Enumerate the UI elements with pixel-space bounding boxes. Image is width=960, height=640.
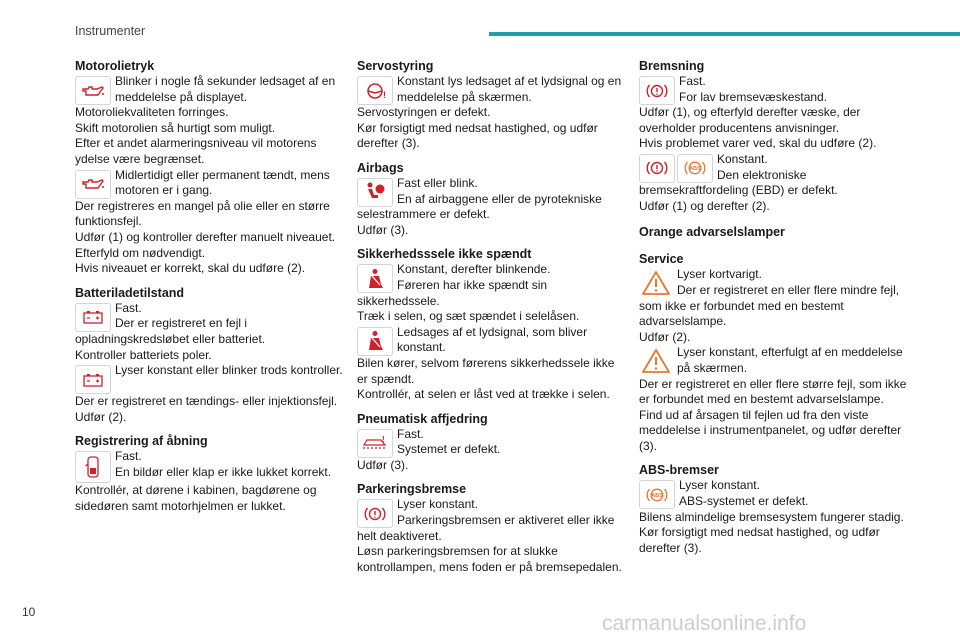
suspension-text-1: Fast.: [397, 426, 424, 441]
suspension-text-2: Systemet er defekt.: [397, 442, 501, 457]
watermark: carmanualsonline.info: [602, 612, 807, 635]
section-title: Parkeringsbremse: [357, 482, 467, 497]
parking-text-3: Løsn parkeringsbremsen for at slukke kontrollampen, mens foden er på bremsepedalen.: [357, 544, 622, 574]
steering-text-3: Kør forsigtigt med nedsat hastighed, og udfør derefter (3).: [357, 120, 598, 151]
braking-text-4: Hvis problemet varer ved, skal du udføre (2).: [639, 136, 877, 151]
abs-icon-label: ABS: [689, 166, 701, 173]
battery-text-1: Fast.: [115, 300, 142, 315]
seatbelt-text-5: Bilen kører, selvom førerens sikkerhedssele ikke er spændt.: [357, 355, 615, 386]
battery-text-5: Der er registreret en tændings- eller injektionsfejl.: [75, 394, 338, 409]
oil-can-icon: [75, 170, 111, 199]
section-title: Service: [639, 252, 684, 267]
section-title: Pneumatisk affjedring: [357, 411, 488, 426]
section-abs: [639, 462, 907, 556]
service-text-5: Der er registreret en eller flere større fejl, som ikke er forbundet med en bestemt advarselslampe.: [639, 376, 907, 407]
section-seatbelt: [357, 246, 625, 402]
service-text-3: Udfør (2).: [639, 329, 691, 344]
brake-warning-icon: [357, 499, 393, 528]
abs-text-1: Lyser konstant.: [679, 478, 760, 493]
airbags-text-2: En af airbaggene eller de pyrotekniske selestrammere er defekt.: [357, 191, 602, 222]
car-door-open-icon: [75, 451, 111, 483]
oil-text-2: Motoroliekvaliteten forringes.: [75, 105, 229, 120]
braking-text-7: Udfør (1) og derefter (2).: [639, 198, 770, 213]
door-text-3: Kontrollér, at dørene i kabinen, bagdørene og sidedøren samt motorhjelmen er lukket.: [75, 483, 317, 513]
battery-text-2: Der er registreret en fejl i opladningskredsløbet eller batteriet.: [75, 316, 266, 346]
door-text-2: En bildør eller klap er ikke lukket korrekt.: [115, 464, 332, 479]
steering-wheel-warning-icon: [357, 76, 393, 105]
airbag-icon: [357, 178, 393, 207]
oil-text-5: Midlertidigt eller permanent tændt, mens motoren er i gang.: [115, 167, 330, 198]
section-airbags: [357, 160, 625, 238]
air-suspension-icon: [357, 429, 393, 458]
section-service: [639, 251, 907, 454]
page-number: 10: [22, 605, 36, 619]
column-2: [357, 58, 625, 575]
seatbelt-icon: [357, 327, 393, 356]
brake-warning-icon: [639, 76, 675, 105]
section-title: Registrering af åbning: [75, 434, 208, 449]
seatbelt-text-1: Konstant, derefter blinkende.: [397, 262, 551, 277]
abs-text-3: Bilens almindelige bremsesystem fungerer stadig.: [639, 509, 904, 524]
braking-text-2: For lav bremsevæskestand.: [679, 89, 828, 104]
braking-text-3: Udfør (1), og efterfyld derefter væske, der overholder producentens anvisninger.: [639, 105, 861, 135]
svg-text:!: !: [382, 435, 385, 445]
seatbelt-text-3: Træk i selen, og sæt spændet i selelåsen.: [357, 309, 580, 324]
service-text-1: Lyser kortvarigt.: [677, 267, 762, 282]
abs-icon: [639, 480, 675, 509]
oil-text-7: Udfør (1) og kontroller derefter manuelt niveauet. Efterfyld om nødvendigt.: [75, 229, 336, 260]
section-title: Motorolietryk: [75, 59, 155, 73]
orange-warning-lamps-heading: Orange advarselslamper: [639, 225, 785, 240]
battery-text-4: Lyser konstant eller blinker trods kontroller.: [115, 363, 343, 378]
service-text-2: Der er registreret en eller flere mindre fejl, som ikke er forbundet med en bestemt advarselslampe.: [639, 282, 900, 329]
column-3: [639, 58, 907, 556]
page-header-title: Instrumenter: [75, 24, 146, 38]
oil-text-8: Hvis niveauet er korrekt, skal du udføre (2).: [75, 261, 306, 276]
section-title: Sikkerhedsssele ikke spændt: [357, 247, 532, 262]
seatbelt-icon: [357, 264, 393, 293]
battery-icon: [75, 365, 111, 394]
suspension-text-3: Udfør (3).: [357, 457, 409, 472]
header-accent-bar: [489, 32, 960, 36]
parking-text-1: Lyser konstant.: [397, 497, 478, 512]
steering-text-2: Servostyringen er defekt.: [357, 105, 491, 120]
section-braking: [639, 58, 907, 214]
parking-text-2: Parkeringsbremsen er aktiveret eller ikke helt deaktiveret.: [357, 513, 615, 543]
section-title: Batteriladetilstand: [75, 285, 185, 300]
section-parking-brake: [357, 481, 625, 575]
service-text-4: Lyser konstant, efterfulgt af en meddelelse på skærmen.: [677, 345, 903, 375]
steering-text-1: Konstant lys ledsaget af et lydsignal og en meddelelse på skærmen.: [397, 74, 622, 104]
section-power-steering: [357, 58, 625, 152]
seatbelt-text-6: Kontrollér, at selen er låst ved at trække i selen.: [357, 387, 610, 402]
svg-text:!: !: [383, 89, 386, 100]
section-battery: [75, 285, 343, 426]
seatbelt-text-4: Ledsages af et lydsignal, som bliver konstant.: [397, 324, 588, 355]
warning-triangle-icon: [639, 269, 673, 296]
oil-text-6: Der registreres en mangel på olie eller en større funktionsfejl.: [75, 198, 330, 229]
service-text-6: Find ud af årsagen til fejlen ud fra den viste meddelelse i instrumentpanelet, og udfør derefter (3).: [639, 407, 902, 453]
abs-icon: [677, 154, 713, 183]
brake-warning-icon: [639, 154, 675, 183]
section-air-suspension: [357, 411, 625, 474]
section-title: Airbags: [357, 160, 404, 175]
section-title: ABS-bremser: [639, 463, 719, 478]
airbags-text-3: Udfør (3).: [357, 222, 409, 237]
battery-text-6: Udfør (2).: [75, 409, 127, 424]
abs-text-2: ABS-systemet er defekt.: [679, 494, 809, 509]
section-title: Servostyring: [357, 59, 434, 73]
abs-icon-label: ABS: [651, 492, 663, 499]
oil-text-4: Efter et andet alarmeringsniveau vil motorens ydelse være begrænset.: [75, 136, 317, 166]
section-title: Bremsning: [639, 59, 705, 73]
braking-text-5: Konstant.: [717, 151, 768, 166]
door-text-1: Fast.: [115, 449, 142, 464]
battery-text-3: Kontroller batteriets poler.: [75, 347, 212, 362]
warning-triangle-icon: [639, 347, 673, 374]
braking-text-6: Den elektroniske bremsekraftfordeling (EBD) er defekt.: [639, 167, 838, 198]
column-1: [75, 58, 343, 514]
seatbelt-text-2: Føreren har ikke spændt sin sikkerhedssele.: [357, 277, 548, 308]
battery-icon: [75, 303, 111, 332]
section-oil-pressure: [75, 58, 343, 277]
oil-can-icon: [75, 76, 111, 105]
braking-text-1: Fast.: [679, 74, 706, 88]
section-door-open: [75, 433, 343, 514]
airbags-text-1: Fast eller blink.: [397, 175, 478, 190]
oil-text-3: Skift motorolien så hurtigt som muligt.: [75, 120, 276, 135]
oil-text-1: Blinker i nogle få sekunder ledsaget af en meddelelse på displayet.: [115, 74, 336, 104]
abs-text-4: Kør forsigtigt med nedsat hastighed, og udfør derefter (3).: [639, 525, 880, 555]
